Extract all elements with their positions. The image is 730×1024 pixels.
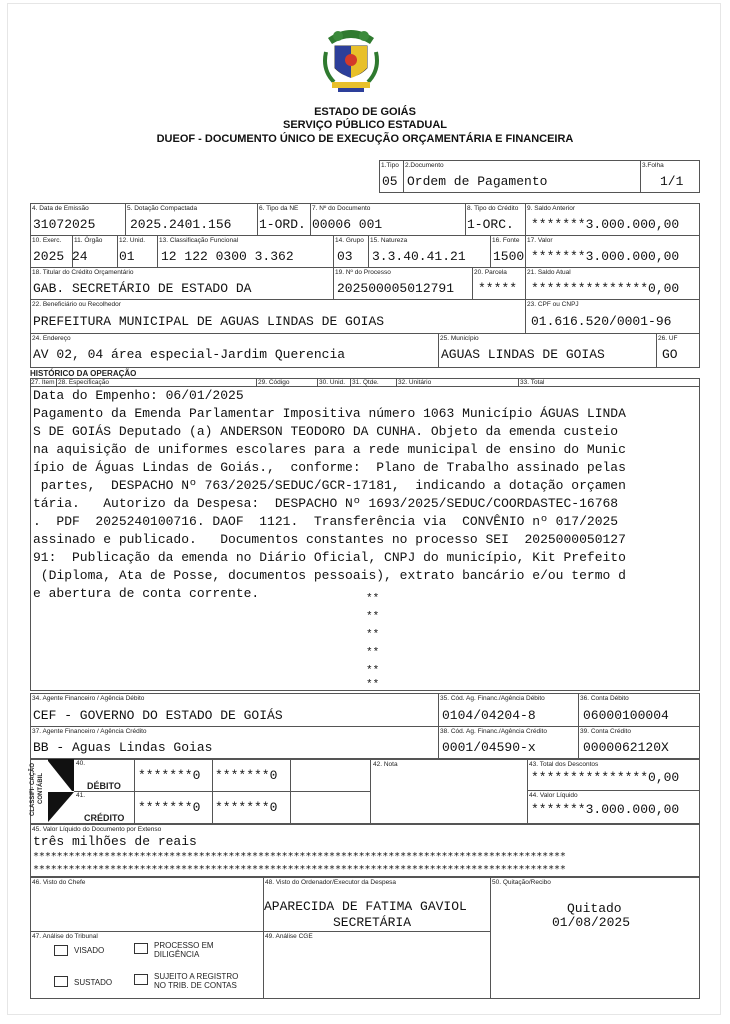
- conta-debito-label: 36. Conta Débito: [580, 695, 629, 702]
- tipo-credito-value: 1-ORC.: [467, 217, 514, 232]
- historico-line: e abertura de conta corrente.: [33, 586, 260, 601]
- historico-line: 91: Publicação da emenda no Diário Oficial, CNPJ do município, Kit Prefeito: [33, 550, 626, 565]
- cge-label: 49. Análise CGE: [265, 933, 313, 940]
- conta-debito-value: 06000100004: [583, 708, 669, 723]
- ordenador-cargo: SECRETÁRIA: [333, 915, 412, 930]
- separator-stars: **: [366, 593, 380, 605]
- separator-stars: **: [366, 611, 380, 623]
- cod-credito-label: 38. Cód. Ag. Financ./Agência Crédito: [440, 728, 547, 735]
- extenso-value: três milhões de reais: [33, 834, 197, 849]
- fonte-value: 1500: [493, 249, 525, 264]
- agente-credito-value: BB - Aguas Lindas Goias: [33, 740, 213, 755]
- classif-value: 12 122 0300 3.362: [161, 249, 294, 264]
- valor-value: *******3.000.000,00: [531, 249, 680, 264]
- cpf-value: 01.616.520/0001-96: [531, 314, 672, 329]
- dotacao-label: 5. Dotação Compactada: [127, 205, 198, 212]
- exerc-label: 10. Exerc.: [32, 237, 62, 244]
- parcela-label: 20. Parcela: [474, 269, 507, 276]
- classificacao-marker: [48, 759, 74, 824]
- municipio-label: 25. Município: [440, 335, 479, 342]
- field-41-label: 41.: [76, 792, 86, 799]
- extenso-label: 45. Valor Líquido do Documento por Extenso: [32, 826, 162, 833]
- uf-value: GO: [662, 347, 678, 362]
- documento-label: 2.Documento: [405, 162, 444, 169]
- municipio-value: AGUAS LINDAS DE GOIAS: [441, 347, 605, 362]
- tipo-value: 05: [382, 174, 398, 189]
- historico-line: Pagamento da Emenda Parlamentar Impositiva número 1063 Município ÁGUAS LINDA: [33, 406, 626, 421]
- natureza-label: 15. Natureza: [370, 237, 408, 244]
- classif-label: 13. Classificação Funcional: [159, 237, 239, 244]
- separator-stars: **: [366, 665, 380, 677]
- processo-diligencia-checkbox[interactable]: [134, 943, 148, 954]
- total-descontos-value: ***************0,00: [531, 770, 680, 785]
- historico-line: . PDF 2025240100716. DAOF 1121. Transferência via CONVÊNIO nº 017/2025: [33, 514, 619, 529]
- orgao-value: 24: [72, 249, 88, 264]
- debito-value-2: *******0: [215, 768, 278, 783]
- credito-value-1: *******0: [138, 800, 201, 815]
- folha-label: 3.Folha: [642, 162, 664, 169]
- endereco-value: AV 02, 04 área especial-Jardim Querencia: [33, 347, 346, 362]
- extenso-stars-2: ******************************************************************************************: [33, 864, 566, 875]
- col-especificacao: 28. Especificação: [58, 379, 109, 386]
- historico-line: assinado e publicado. Documentos constantes no processo SEI 2025000050127: [33, 532, 626, 547]
- natureza-value: 3.3.40.41.21: [372, 249, 466, 264]
- col-qtde: 31. Qtde.: [352, 379, 379, 386]
- header-state: ESTADO DE GOIÁS: [314, 106, 416, 118]
- col-total: 33. Total: [520, 379, 545, 386]
- credito-value-2: *******0: [215, 800, 278, 815]
- historico-line: Data do Empenho: 06/01/2025: [33, 388, 244, 403]
- historico-line: S DE GOIÁS Deputado (a) ANDERSON TEODORO DA CUNHA. Objeto da emenda custeio: [33, 424, 619, 439]
- processo-diligencia-label: PROCESSO EM DILIGÊNCIA: [154, 941, 214, 959]
- titular-value: GAB. SECRETÁRIO DE ESTADO DA: [33, 281, 252, 296]
- fonte-label: 16. Fonte: [492, 237, 520, 244]
- col-unid: 30. Unid.: [319, 379, 346, 386]
- num-doc-label: 7. Nº do Documento: [312, 205, 371, 212]
- historico-title: HISTÓRICO DA OPERAÇÃO: [30, 369, 137, 378]
- quitado-text: Quitado: [567, 901, 622, 916]
- col-item: 27. Item: [31, 379, 55, 386]
- tipo-ne-value: 1-ORD.: [259, 217, 306, 232]
- processo-label: 19. Nº do Processo: [335, 269, 391, 276]
- exerc-value: 2025: [33, 249, 65, 264]
- grupo-value: 03: [337, 249, 353, 264]
- endereco-label: 24. Endereço: [32, 335, 71, 342]
- separator-stars: **: [366, 647, 380, 659]
- beneficiario-value: PREFEITURA MUNICIPAL DE AGUAS LINDAS DE GOIAS: [33, 314, 385, 329]
- cpf-label: 23. CPF ou CNPJ: [527, 301, 579, 308]
- total-descontos-label: 43. Total dos Descontos: [529, 761, 599, 768]
- beneficiario-label: 22. Beneficiário ou Recolhedor: [32, 301, 121, 308]
- emissao-label: 4. Data de Emissão: [32, 205, 89, 212]
- orgao-label: 11. Órgão: [74, 237, 103, 244]
- valor-label: 17. Valor: [527, 237, 553, 244]
- visto-chefe-label: 46. Visto do Chefe: [32, 879, 86, 886]
- cod-credito-value: 0001/04590-x: [442, 740, 536, 755]
- sustado-label: SUSTADO: [74, 978, 113, 987]
- separator-stars: **: [366, 629, 380, 641]
- saldo-atual-label: 21. Saldo Atual: [527, 269, 571, 276]
- parcela-value: *****: [478, 281, 518, 296]
- agente-credito-label: 37. Agente Financeiro / Agência Crédito: [32, 728, 147, 735]
- ordenador-nome: APARECIDA DE FATIMA GAVIOL: [264, 899, 467, 914]
- historico-line: partes, DESPACHO Nº 763/2025/SEDUC/GCR-17181, indicando a dotação orçamen: [33, 478, 626, 493]
- agente-debito-label: 34. Agente Financeiro / Agência Débito: [32, 695, 145, 702]
- agente-debito-value: CEF - GOVERNO DO ESTADO DE GOIÁS: [33, 708, 283, 723]
- cod-debito-label: 35. Cód. Ag. Financ./Agência Débito: [440, 695, 545, 702]
- uf-label: 26. UF: [658, 335, 678, 342]
- quitacao-label: 50. Quitação/Recibo: [492, 879, 551, 886]
- classificacao-side-label: CLASSIFI- CAÇÃO: [30, 762, 36, 816]
- header-doc-title: DUEOF - DOCUMENTO ÚNICO DE EXECUÇÃO ORÇAMENTÁRIA E FINANCEIRA: [156, 133, 574, 145]
- quitado-date: 01/08/2025: [552, 915, 631, 930]
- goias-coat-of-arms: [320, 24, 382, 96]
- header-service: SERVIÇO PÚBLICO ESTADUAL: [283, 119, 447, 131]
- tipo-label: 1.Tipo: [381, 162, 399, 169]
- assinaturas-box: [30, 877, 700, 999]
- valor-liquido-value: *******3.000.000,00: [531, 802, 680, 817]
- titular-label: 18. Titular do Crédito Orçamentário: [32, 269, 134, 276]
- col-unitario: 32. Unitário: [398, 379, 432, 386]
- documento-value: Ordem de Pagamento: [407, 174, 548, 189]
- tipo-credito-label: 8. Tipo do Crédito: [467, 205, 519, 212]
- conta-credito-value: 0000062120X: [583, 740, 669, 755]
- nota-label: 42. Nota: [373, 761, 398, 768]
- emissao-value: 31072025: [33, 217, 96, 232]
- sujeito-registro-checkbox[interactable]: [134, 974, 148, 985]
- unid-label: 12. Unid.: [119, 237, 146, 244]
- debito-value-1: *******0: [138, 768, 201, 783]
- extenso-stars-1: ******************************************************************************************: [33, 851, 566, 862]
- visado-checkbox[interactable]: [54, 945, 68, 956]
- ordenador-label: 48. Visto do Ordenador/Executor da Despesa: [265, 879, 397, 886]
- grupo-label: 14. Grupo: [335, 237, 364, 244]
- unid-value: 01: [119, 249, 135, 264]
- valor-liquido-label: 44. Valor Líquido: [529, 792, 578, 799]
- historico-line: tária. Autorizo da Despesa: DESPACHO Nº 1693/2025/SEDUC/COORDASTEC-16768: [33, 496, 619, 511]
- tipo-ne-label: 6. Tipo da NE: [259, 205, 299, 212]
- folha-value: 1/1: [660, 174, 684, 189]
- sustado-checkbox[interactable]: [54, 976, 68, 987]
- classificacao-side-label-2: CONTÁBIL: [38, 773, 44, 804]
- debito-label: DÉBITO: [87, 781, 121, 791]
- processo-value: 202500005012791: [337, 281, 455, 296]
- saldo-ant-label: 9. Saldo Anterior: [527, 205, 576, 212]
- credito-label: CRÉDITO: [84, 813, 125, 823]
- cod-debito-value: 0104/04204-8: [442, 708, 536, 723]
- dotacao-value: 2025.2401.156: [130, 217, 232, 232]
- num-doc-value: 00006 001: [312, 217, 383, 232]
- historico-line: (Diploma, Ata de Posse, documentos pessoais), extrato bancário e/ou termo d: [33, 568, 626, 583]
- conta-credito-label: 39. Conta Crédito: [580, 728, 631, 735]
- saldo-atual-value: ***************0,00: [531, 281, 680, 296]
- field-40-label: 40.: [76, 760, 86, 767]
- separator-stars: **: [366, 679, 380, 691]
- historico-line: na aquisição de uniformes escolares para a rede municipal de ensino do Munic: [33, 442, 626, 457]
- visado-label: VISADO: [74, 946, 105, 955]
- saldo-ant-value: *******3.000.000,00: [531, 217, 680, 232]
- sujeito-registro-label: SUJEITO A REGISTRO NO TRIB. DE CONTAS: [154, 972, 239, 990]
- historico-line: ípio de Águas Lindas de Goiás., conforme: Plano de Trabalho assinado pelas: [33, 460, 626, 475]
- col-codigo: 29. Código: [258, 379, 290, 386]
- tribunal-label: 47. Análise do Tribunal: [32, 933, 98, 940]
